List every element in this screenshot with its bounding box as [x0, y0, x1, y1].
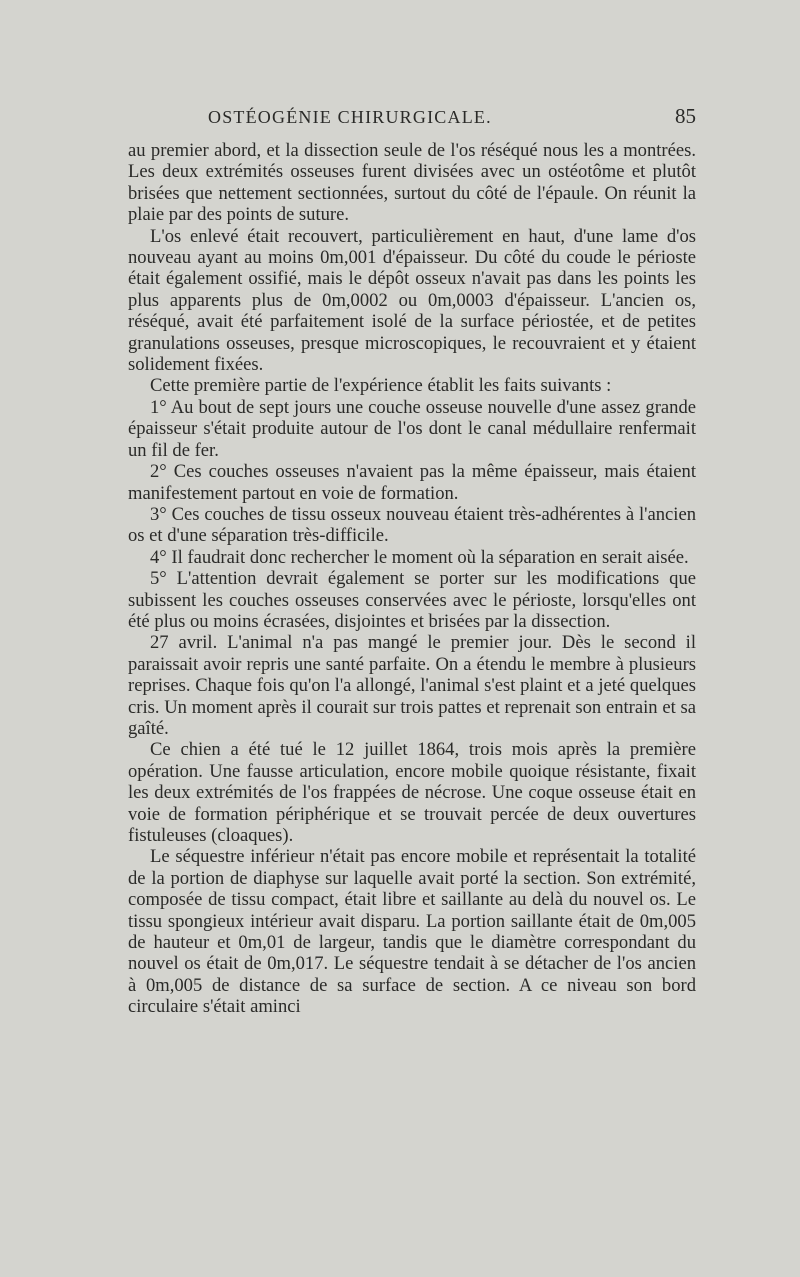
paragraph: Le séquestre inférieur n'était pas encore mobile et représentait la totalité de la portion de diaphyse sur laquelle avait porté la section. Son extrémité, composée de tissu compact, était libre et saillante au delà du nouvel os. Le tissu spongieux intérieur avait disparu. La portion saillante était de 0m,005 de hauteur et 0m,01 de largeur, tandis que le diamètre correspondant du nouvel os était de 0m,017. Le séquestre tendait à se détacher de l'os ancien à 0m,005 de distance de sa surface de section. A ce niveau son bord circulaire s'était aminci	[128, 846, 696, 1018]
page-number: 85	[675, 104, 696, 128]
paragraph: au premier abord, et la dissection seule de l'os réséqué nous les a montrées. Les deux extrémités osseuses furent divisées avec un ostéotôme et plutôt brisées que nettement sectionnées, surtout du côté de l'épaule. On réunit la plaie par des points de suture.	[128, 140, 696, 226]
running-title: OSTÉOGÉNIE CHIRURGICALE.	[208, 107, 492, 127]
paragraph: 27 avril. L'animal n'a pas mangé le premier jour. Dès le second il paraissait avoir repris une santé parfaite. On a étendu le membre à plusieurs reprises. Chaque fois qu'on l'a allongé, l'animal s'est plaint et a jeté quelques cris. Un moment après il courait sur trois pattes et reprenait son entrain et sa gaîté.	[128, 632, 696, 739]
paragraph: 4° Il faudrait donc rechercher le moment où la séparation en serait aisée.	[150, 546, 689, 568]
paragraph: 5° L'attention devrait également se porter sur les modifications que subissent les couches osseuses conservées avec le périoste, lorsqu'elles ont été plus ou moins écrasées, disjointes et brisées par la dissection.	[128, 568, 696, 632]
paragraph: Cette première partie de l'expérience établit les faits suivants :	[150, 375, 612, 397]
body-text	[128, 140, 696, 1018]
paragraph: 2° Ces couches osseuses n'avaient pas la même épaisseur, mais étaient manifestement partout en voie de formation.	[128, 461, 696, 504]
paragraph: 3° Ces couches de tissu osseux nouveau étaient très-adhérentes à l'ancien os et d'une séparation très-difficile.	[128, 503, 696, 547]
paragraph: Ce chien a été tué le 12 juillet 1864, trois mois après la première opération. Une fausse articulation, encore mobile quoique résistante, fixait les deux extrémités de l'os frappées de nécrose. Une coque osseuse était en voie de formation périphérique et se trouvait percée de deux ouvertures fistuleuses (cloaques).	[128, 739, 696, 846]
paragraph: L'os enlevé était recouvert, particulièrement en haut, d'une lame d'os nouveau ayant au moins 0m,001 d'épaisseur. Du côté du coude le périoste était également ossifié, mais le dépôt osseux n'avait pas dans les points les plus apparents plus de 0m,0002 ou 0m,0003 d'épaisseur. L'ancien os, réséqué, avait été parfaitement isolé de la surface périostée, et de petites granulations osseuses, presque microscopiques, le recouvraient et y étaient solidement fixées.	[128, 225, 696, 376]
page-header	[128, 104, 696, 133]
paragraph: 1° Au bout de sept jours une couche osseuse nouvelle d'une assez grande épaisseur s'était produite autour de l'os dont le canal médullaire renfermait un fil de fer.	[128, 396, 696, 461]
